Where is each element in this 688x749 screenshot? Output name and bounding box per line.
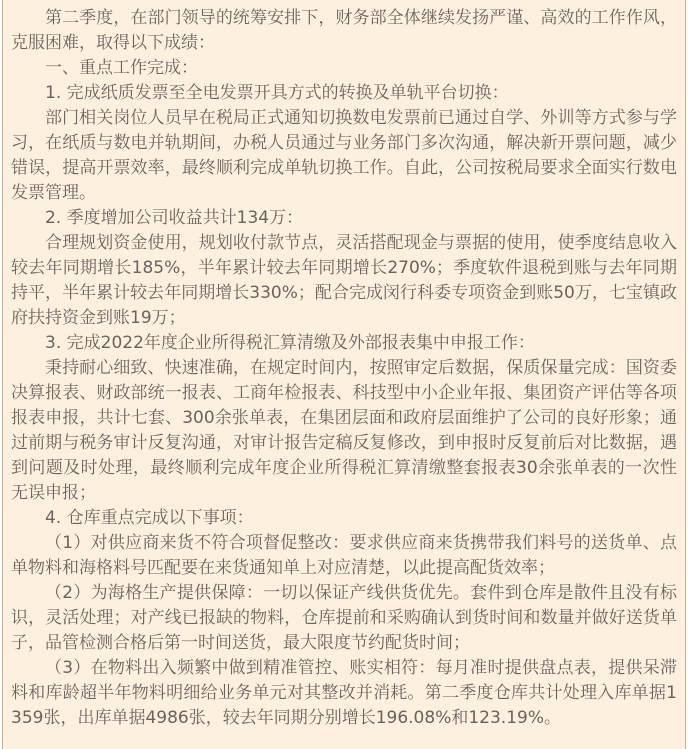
report-paragraph: 一、重点工作完成：	[45, 58, 198, 78]
report-paragraph: （1）对供应商来货不符合项督促整改：要求供应商来货携带我们料号的送货单、点单物料和海格料号匹配要在来货通知单上对应清楚，以此提高配货效率；	[11, 533, 677, 578]
report-paragraph: 合理规划资金使用，规划收付款节点，灵活搭配现金与票据的使用，使季度结息收入较去年同期增长185%，半年累计较去年同期增长270%；季度软件退税到账与去年同期持平，半年累计较去年同期增长330%；配合完成闵行科委专项资金到账50万，七宝镇政府扶持资金到账19万；	[11, 233, 677, 328]
report-paragraph: 2. 季度增加公司收益共计134万：	[45, 208, 304, 228]
report-text-body	[11, 6, 677, 731]
report-paragraph: 3. 完成2022年度企业所得税汇算清缴及外部报表集中申报工作：	[45, 333, 535, 353]
report-paragraph: （3）在物料出入频繁中做到精准管控、账实相符：每月准时提供盘点表，提供呆滞料和库龄超半年物料明细给业务单元对其整改并消耗。第二季度仓库共计处理入库单据1359张，出库单据4986张，较去年同期分别增长196.08%和123.19%。	[11, 658, 677, 728]
quarterly-report-panel	[2, 0, 686, 749]
report-paragraph: 4. 仓库重点完成以下事项：	[45, 508, 254, 528]
report-paragraph: （2）为海格生产提供保障：一切以保证产线供货优先。套件到仓库是散件且没有标识，灵活处理；对产线已报缺的物料，仓库提前和采购确认到货时间和数量并做好送货单子，品管检测合格后第一时间送货，最大限度节约配货时间；	[11, 583, 677, 653]
report-paragraph: 1. 完成纸质发票至全电发票开具方式的转换及单轨平台切换：	[45, 83, 509, 103]
report-paragraph: 秉持耐心细致、快速准确，在规定时间内，按照审定后数据，保质保量完成：国资委决算报表、财政部统一报表、工商年检报表、科技型中小企业年报、集团资产评估等各项报表申报，共计七套、300余张单表，在集团层面和政府层面维护了公司的良好形象；通过前期与税务审计反复沟通，对审计报告定稿反复修改，到申报时反复前后对比数据，遇到问题及时处理，最终顺利完成年度企业所得税汇算清缴整套报表30余张单表的一次性无误申报；	[11, 358, 677, 503]
report-paragraph: 第二季度，在部门领导的统筹安排下，财务部全体继续发扬严谨、高效的工作作风，克服困难，取得以下成绩：	[11, 8, 677, 53]
report-paragraph: 部门相关岗位人员早在税局正式通知切换数电发票前已通过自学、外训等方式参与学习，在纸质与数电并轨期间，办税人员通过与业务部门多次沟通，解决新开票问题，减少错误，提高开票效率，最终顺利完成单轨切换工作。自此，公司按税局要求全面实行数电发票管理。	[11, 108, 677, 203]
